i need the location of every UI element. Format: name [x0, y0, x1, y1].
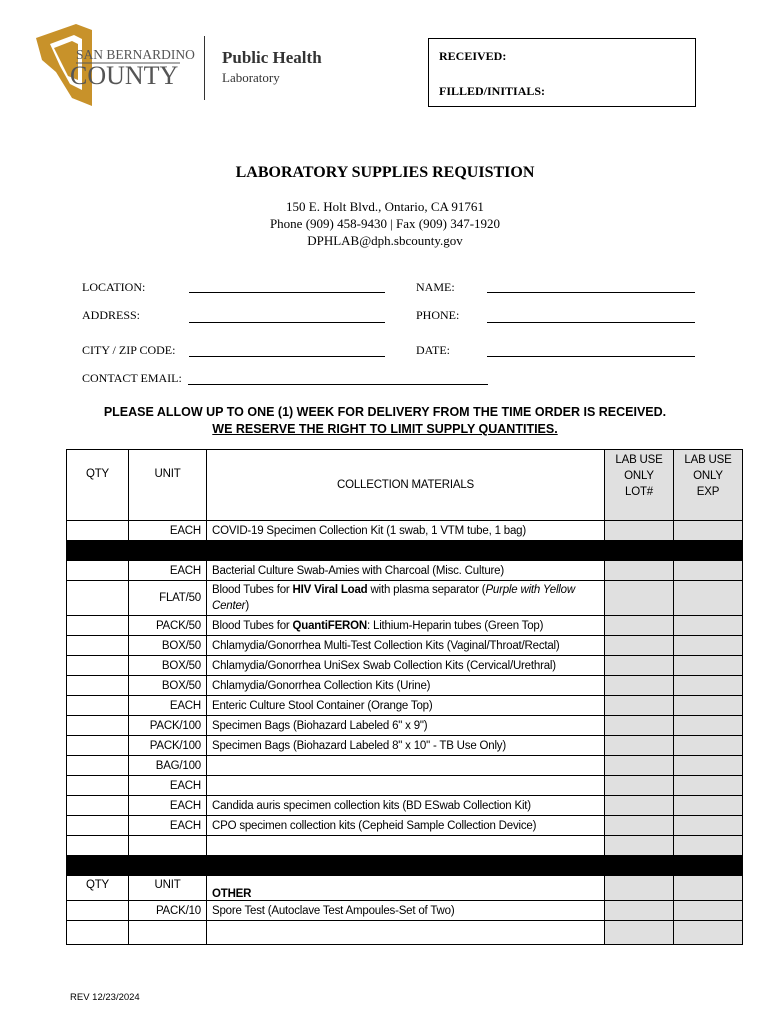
- exp-cell: [674, 616, 743, 636]
- org-title: Public Health: [222, 48, 322, 67]
- table-row: [67, 696, 743, 716]
- header-qty: QTY: [67, 450, 129, 521]
- table-row: [67, 776, 743, 796]
- hiv-mid: with plasma separator (: [367, 584, 486, 596]
- desc-cell: COVID-19 Specimen Collection Kit (1 swab, 1 VTM tube, 1 bag): [207, 521, 605, 541]
- exp-cell: [674, 736, 743, 756]
- exp-cell: [674, 776, 743, 796]
- table-row-hiv: [67, 581, 743, 616]
- exp-cell: [674, 696, 743, 716]
- desc-cell[interactable]: [207, 921, 605, 945]
- exp-cell: [674, 676, 743, 696]
- exp-cell: [674, 521, 743, 541]
- table-row: [67, 561, 743, 581]
- header-lot: LOT#: [625, 486, 653, 498]
- desc-cell: Specimen Bags (Biohazard Labeled 8" x 10" - TB Use Only): [207, 736, 605, 756]
- table-row: [67, 796, 743, 816]
- exp-cell: [674, 816, 743, 836]
- hiv-bold: HIV Viral Load: [292, 584, 368, 596]
- lot-cell: [605, 876, 674, 901]
- unit-cell[interactable]: [129, 921, 207, 945]
- name-field[interactable]: [487, 292, 695, 293]
- lot-cell: [605, 716, 674, 736]
- unit-cell: PACK/10: [129, 901, 207, 921]
- qty-cell[interactable]: [67, 581, 129, 616]
- qty-cell[interactable]: [67, 836, 129, 856]
- unit-cell: EACH: [129, 776, 207, 796]
- qty-cell[interactable]: [67, 796, 129, 816]
- header-only-2: ONLY: [693, 470, 723, 482]
- logo-divider: [204, 36, 205, 100]
- table-row: [67, 836, 743, 856]
- exp-cell: [674, 656, 743, 676]
- desc-cell: Chlamydia/Gonorrhea Multi-Test Collection Kits (Vaginal/Throat/Rectal): [207, 636, 605, 656]
- unit-cell: PACK/100: [129, 716, 207, 736]
- table-header-row: [67, 450, 743, 521]
- exp-cell: [674, 876, 743, 901]
- unit-cell: EACH: [129, 816, 207, 836]
- header-lab-use-1: LAB USE: [615, 454, 663, 466]
- city-zip-field[interactable]: [189, 356, 385, 357]
- address-label: ADDRESS:: [82, 308, 141, 322]
- desc-cell: CPO specimen collection kits (Cepheid Sample Collection Device): [207, 816, 605, 836]
- table-row: [67, 656, 743, 676]
- unit-cell: PACK/100: [129, 736, 207, 756]
- header-collection: COLLECTION MATERIALS: [207, 450, 605, 521]
- table-row: [67, 756, 743, 776]
- lot-cell: [605, 676, 674, 696]
- table-row-covid: [67, 521, 743, 541]
- supplies-table: [66, 449, 743, 945]
- unit-cell: BOX/50: [129, 636, 207, 656]
- header-lab-use-2: LAB USE: [684, 454, 732, 466]
- unit-cell: BOX/50: [129, 656, 207, 676]
- lot-cell: [605, 921, 674, 945]
- exp-cell: [674, 636, 743, 656]
- location-field[interactable]: [189, 292, 385, 293]
- desc-cell: Enteric Culture Stool Container (Orange Top): [207, 696, 605, 716]
- lot-cell: [605, 756, 674, 776]
- desc-cell: [207, 836, 605, 856]
- header-unit: UNIT: [129, 450, 207, 521]
- table-row: [67, 636, 743, 656]
- filled-initials-label: FILLED/INITIALS:: [439, 84, 546, 98]
- desc-cell: [207, 756, 605, 776]
- header-lab-use-lot: [605, 450, 674, 521]
- qty-cell[interactable]: [67, 696, 129, 716]
- page-title: LABORATORY SUPPLIES REQUISTION: [235, 164, 535, 181]
- desc-cell: Specimen Bags (Biohazard Labeled 6" x 9"): [207, 716, 605, 736]
- qty-cell[interactable]: [67, 521, 129, 541]
- lot-cell: [605, 796, 674, 816]
- lot-cell: [605, 636, 674, 656]
- table-row: [67, 616, 743, 636]
- unit-cell: BAG/100: [129, 756, 207, 776]
- lot-cell: [605, 561, 674, 581]
- quantity-notice: WE RESERVE THE RIGHT TO LIMIT SUPPLY QUANTITIES.: [212, 422, 558, 436]
- lot-cell: [605, 581, 674, 616]
- qty-cell[interactable]: [67, 656, 129, 676]
- table-row: [67, 736, 743, 756]
- qty-cell[interactable]: [67, 921, 129, 945]
- other-qty-header: QTY: [67, 876, 129, 901]
- desc-cell: [207, 776, 605, 796]
- phone-field[interactable]: [487, 322, 695, 323]
- address-street: 150 E. Holt Blvd., Ontario, CA 91761: [286, 199, 484, 214]
- exp-cell: [674, 836, 743, 856]
- lot-cell: [605, 616, 674, 636]
- lot-cell: [605, 736, 674, 756]
- exp-cell: [674, 581, 743, 616]
- name-label: NAME:: [416, 280, 455, 294]
- qty-cell[interactable]: [67, 756, 129, 776]
- header-lab-use-exp: [674, 450, 743, 521]
- qty-cell[interactable]: [67, 816, 129, 836]
- unit-cell: EACH: [129, 696, 207, 716]
- separator-row: [67, 856, 743, 876]
- other-unit-header: UNIT: [129, 876, 207, 901]
- qty-cell[interactable]: [67, 736, 129, 756]
- date-field[interactable]: [487, 356, 695, 357]
- header-exp: EXP: [696, 486, 720, 498]
- received-box: [428, 38, 696, 107]
- revision-date: REV 12/23/2024: [70, 992, 140, 1003]
- exp-cell: [674, 716, 743, 736]
- qft-bold: QuantiFERON: [292, 619, 368, 632]
- hiv-post: ): [245, 600, 249, 612]
- lot-cell: [605, 901, 674, 921]
- qty-cell[interactable]: [67, 636, 129, 656]
- desc-cell: [207, 616, 605, 636]
- unit-cell: EACH: [129, 796, 207, 816]
- exp-cell: [674, 921, 743, 945]
- lot-cell: [605, 521, 674, 541]
- exp-cell: [674, 561, 743, 581]
- lot-cell: [605, 816, 674, 836]
- unit-cell: FLAT/50: [129, 581, 207, 616]
- received-label: RECEIVED:: [439, 49, 507, 63]
- table-row: [67, 716, 743, 736]
- address-phone-fax: Phone (909) 458-9430 | Fax (909) 347-1920: [269, 216, 501, 231]
- lot-cell: [605, 696, 674, 716]
- unit-cell: PACK/50: [129, 616, 207, 636]
- qty-cell[interactable]: [67, 776, 129, 796]
- lot-cell: [605, 836, 674, 856]
- contact-email-field[interactable]: [188, 384, 488, 385]
- logo-line1: SAN BERNARDINO: [76, 47, 195, 62]
- address-field[interactable]: [189, 322, 385, 323]
- org-subtitle: Laboratory: [222, 70, 280, 85]
- table-row: [67, 816, 743, 836]
- table-row: [67, 901, 743, 921]
- desc-cell: Bacterial Culture Swab-Amies with Charcoal (Misc. Culture): [207, 561, 605, 581]
- qty-cell[interactable]: [67, 616, 129, 636]
- delivery-notice: PLEASE ALLOW UP TO ONE (1) WEEK FOR DELIVERY FROM THE TIME ORDER IS RECEIVED.: [103, 405, 667, 419]
- lot-cell: [605, 656, 674, 676]
- location-label: LOCATION:: [82, 280, 146, 294]
- desc-cell: Candida auris specimen collection kits (BD ESwab Collection Kit): [207, 796, 605, 816]
- hiv-italic: Purple with Yellow Center: [212, 584, 575, 612]
- contact-email-label: CONTACT EMAIL:: [82, 371, 182, 385]
- date-label: DATE:: [416, 343, 450, 357]
- hiv-pre: Blood Tubes for: [212, 584, 293, 596]
- header-only-1: ONLY: [624, 470, 654, 482]
- qty-cell[interactable]: [67, 676, 129, 696]
- qft-post: : Lithium-Heparin tubes (Green Top): [367, 619, 544, 632]
- phone-label: PHONE:: [416, 308, 460, 322]
- table-row-blank: [67, 921, 743, 945]
- logo-line2: COUNTY: [70, 61, 179, 90]
- qty-cell[interactable]: [67, 716, 129, 736]
- unit-cell: EACH: [129, 561, 207, 581]
- exp-cell: [674, 756, 743, 776]
- desc-cell: Chlamydia/Gonorrhea UniSex Swab Collection Kits (Cervical/Urethral): [207, 656, 605, 676]
- desc-cell-hiv: [207, 581, 605, 616]
- qty-cell[interactable]: [67, 561, 129, 581]
- county-logo: [32, 20, 202, 112]
- desc-cell: Chlamydia/Gonorrhea Collection Kits (Urine): [207, 676, 605, 696]
- unit-cell: [129, 836, 207, 856]
- other-header-row: [67, 876, 743, 901]
- address-email: DPHLAB@dph.sbcounty.gov: [307, 233, 463, 248]
- exp-cell: [674, 796, 743, 816]
- desc-cell: Spore Test (Autoclave Test Ampoules-Set of Two): [207, 901, 605, 921]
- exp-cell: [674, 901, 743, 921]
- table-row: [67, 676, 743, 696]
- unit-cell: EACH: [129, 521, 207, 541]
- qft-pre: Blood Tubes for: [212, 619, 293, 632]
- lot-cell: [605, 776, 674, 796]
- qty-cell[interactable]: [67, 901, 129, 921]
- other-label: OTHER: [207, 876, 605, 901]
- city-zip-label: CITY / ZIP CODE:: [82, 343, 176, 357]
- separator-row: [67, 541, 743, 561]
- unit-cell: BOX/50: [129, 676, 207, 696]
